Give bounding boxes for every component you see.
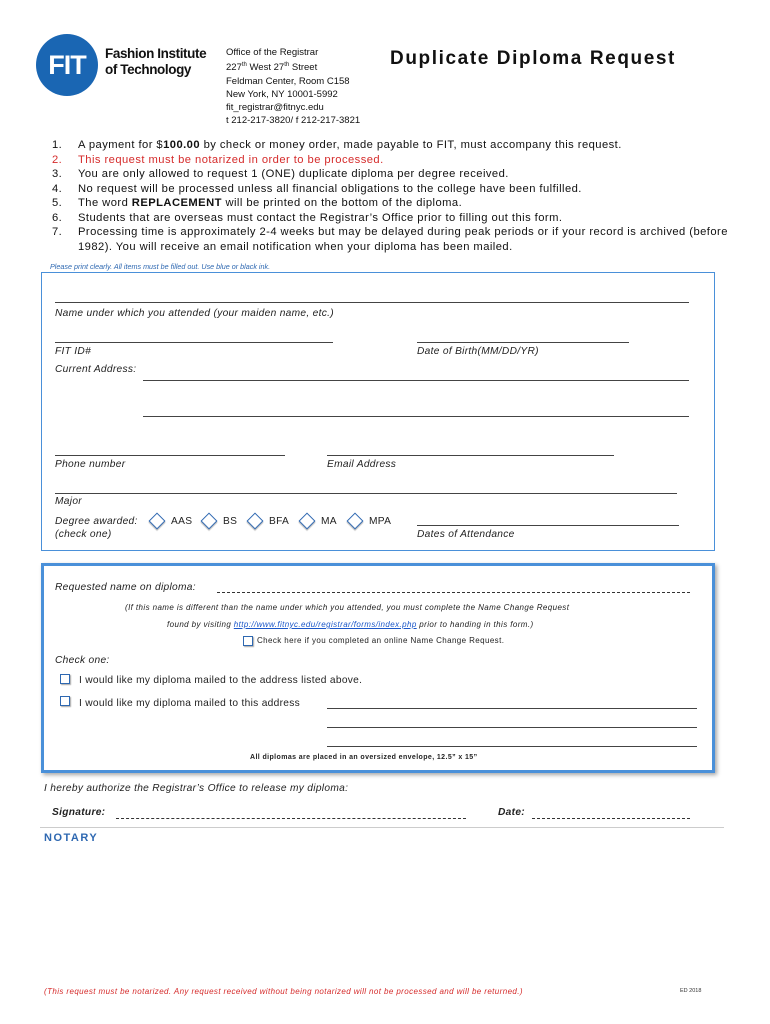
address-label: Current Address: [55,364,137,375]
notarize-warning: (This request must be notarized. Any request received without being notarized will not be processed and will be returned.) [44,987,523,996]
requested-name-label: Requested name on diploma: [55,582,196,593]
degree-bfa-label: BFA [269,516,290,527]
major-field[interactable] [55,493,677,494]
mail-address-above-checkbox[interactable] [60,674,70,684]
degree-bs-label: BS [223,516,238,527]
divider [40,827,724,828]
rule-item: 3. You are only allowed to request 1 (ONE) duplicate diploma per degree received. [52,168,509,180]
mail-other-address-label: I would like my diploma mailed to this address [79,698,301,709]
notary-heading: NOTARY [44,832,99,844]
office-line1: Office of the Registrar [226,47,319,58]
phone-label: Phone number [55,459,126,470]
office-email: fit_registrar@fitnyc.edu [226,101,324,113]
rule-item: 2. This request must be notarized in order to be processed. [52,153,384,166]
fit-logo [36,34,98,96]
institution-name-line1: Fashion Institute [105,46,207,61]
name-change-note-2: found by visiting http://www.fitnyc.edu/registrar/forms/index.php prior to handing in this form.) [167,620,534,629]
logo-mark: FIT [48,49,86,80]
office-address [226,46,360,127]
mail-address-above-label: I would like my diploma mailed to the address listed above. [79,675,363,686]
email-field[interactable] [327,455,614,456]
rule-item: 1. A payment for $100.00 by check or money order, made payable to FIT, must accompany this request. [52,139,622,151]
signature-field[interactable] [116,818,466,819]
rule-item: 7. Processing time is approximately 2-4 weeks but may be delayed during peak periods or if your record is archived (before 1982). You will receive an email notification when your diploma has been mailed. [52,226,728,253]
date-field[interactable] [532,818,690,819]
online-name-change-label: Check here if you completed an online Name Change Request. [257,636,505,645]
name-label: Name under which you attended (your maiden name, etc.) [55,308,334,319]
office-line2: 227th West 27th Street [226,62,318,74]
office-line4: New York, NY 10001-5992 [226,88,338,100]
phone-field[interactable] [55,455,285,456]
rule-item: 6. Students that are overseas must contact the Registrar’s Office prior to filling out this form. [52,211,563,224]
institution-name [105,46,206,78]
major-label: Major [55,496,82,507]
dates-attendance-label: Dates of Attendance [417,529,515,540]
forms-link[interactable]: http://www.fitnyc.edu/registrar/forms/index.php [233,620,417,629]
name-field[interactable] [55,302,689,303]
diploma-section [41,563,715,773]
rule-item: 4. No request will be processed unless all financial obligations to the college have been fulfilled. [52,182,582,195]
degree-sub-label: (check one) [55,529,112,540]
dob-label: Date of Birth(MM/DD/YR) [417,346,539,357]
online-name-change-checkbox[interactable] [243,636,253,646]
degree-mpa-label: MPA [369,516,392,527]
instructions-hint: Please print clearly. All items must be filled out. Use blue or black ink. [50,262,271,271]
dates-attendance-field[interactable] [417,525,679,526]
envelope-note: All diplomas are placed in an oversized envelope, 12.5” x 15” [250,754,478,761]
office-phone: t 212-217-3820/ f 212-217-3821 [226,115,361,127]
rule-item: 5. The word REPLACEMENT will be printed on the bottom of the diploma. [52,197,463,209]
form-code: ED 2018 [680,988,702,994]
mail-other-address-checkbox[interactable] [60,696,70,706]
page-title: Duplicate Diploma Request [390,48,676,69]
degree-aas-label: AAS [171,516,193,527]
date-label: Date: [498,807,525,818]
degree-ma-label: MA [321,516,337,527]
office-line3: Feldman Center, Room C158 [226,75,350,87]
mail-address-field-2[interactable] [327,727,697,728]
name-change-note: (If this name is different than the name under which you attended, you must complete the Name Change Request [125,603,570,612]
authorize-text: I hereby authorize the Registrar’s Office to release my diploma: [44,783,349,794]
degree-label: Degree awarded: [55,516,138,527]
signature-label: Signature: [52,807,106,818]
requested-name-field[interactable] [217,592,690,593]
address-field-1[interactable] [143,380,689,381]
address-field-2[interactable] [143,416,689,417]
fit-id-label: FIT ID# [55,346,92,357]
check-one-label: Check one: [55,655,110,666]
fit-id-field[interactable] [55,342,333,343]
dob-field[interactable] [417,342,629,343]
institution-name-line2: of Technology [105,62,192,77]
email-label: Email Address [327,459,397,470]
rules-list [52,138,732,254]
mail-address-field-3[interactable] [327,746,697,747]
mail-address-field-1[interactable] [327,708,697,709]
